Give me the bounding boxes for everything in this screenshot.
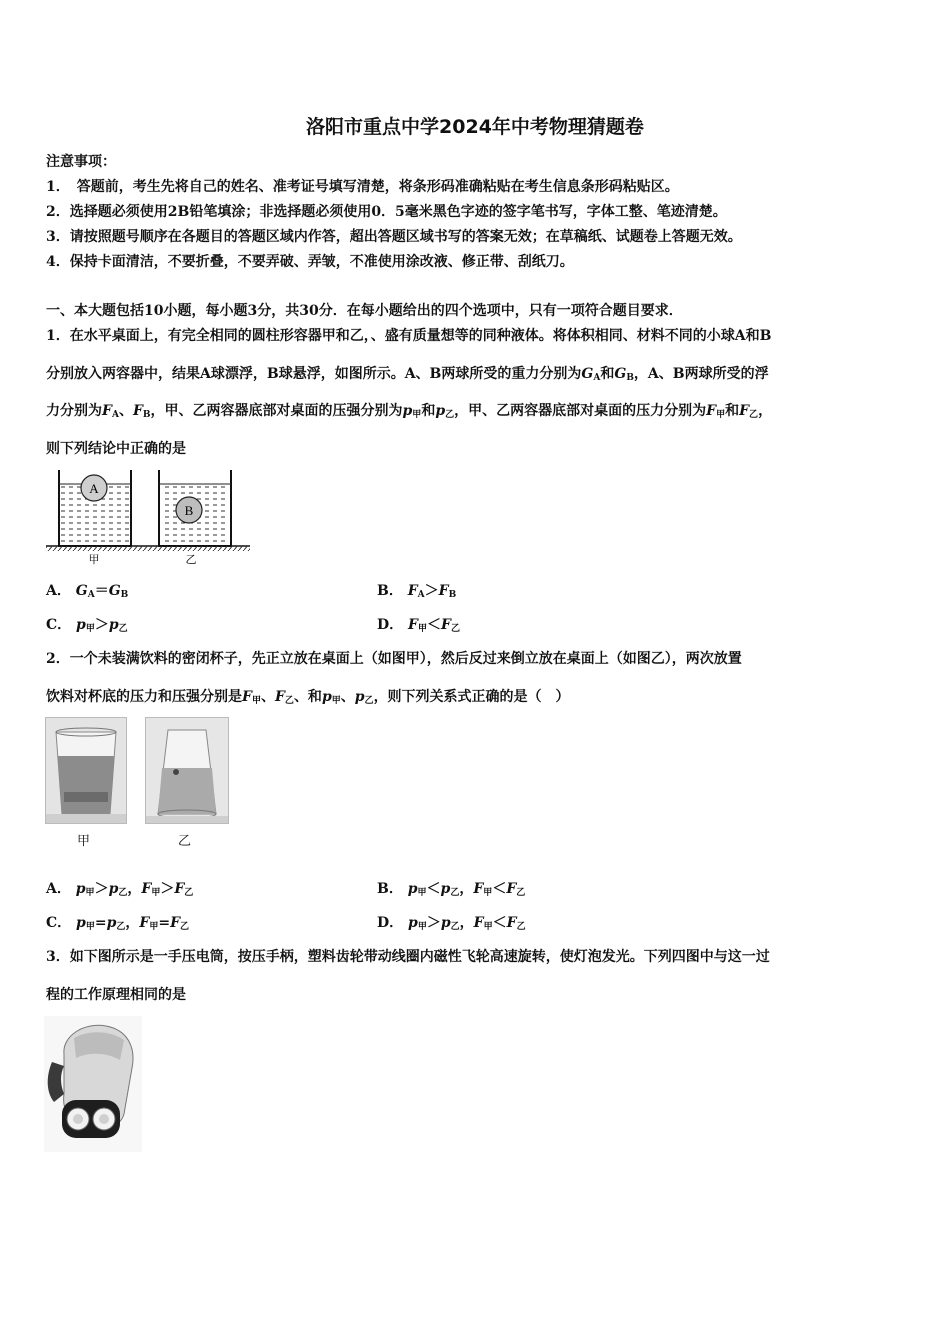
q1-line-4: 则下列结论中正确的是: [46, 441, 186, 457]
notice-item-1: 1． 答题前，考生先将自己的姓名、准考证号填写清楚，将条形码准确粘贴在考生信息条形码粘贴区。: [46, 179, 679, 195]
q2-option-a[interactable]: A． $p_甲>p_乙$，$F_甲>F_乙$: [46, 881, 194, 898]
q1-line-1: 1．在水平桌面上，有完全相同的圆柱形容器甲和乙，、盛有质量想等的同种液体。将体积相同、材料不同的小球A和B: [46, 328, 772, 344]
ball-a-label: A: [89, 481, 99, 496]
q2-cup-upright-photo: [45, 717, 127, 824]
notice-item-3: 3．请按照题号顺序在各题目的答题区域内作答，超出答题区域书写的答案无效；在草稿纸、试题卷上答题无效。: [46, 229, 742, 245]
q1-option-c[interactable]: C． $p_甲>p_乙$: [46, 617, 128, 634]
q1-option-b[interactable]: B． $F_A>F_B$: [377, 583, 457, 600]
q3-line-1: 3．如下图所示是一手压电筒，按压手柄，塑料齿轮带动线圈内磁性飞轮高速旋转，使灯泡发光。下列四图中与这一过: [46, 949, 770, 965]
label-jia: 甲: [88, 553, 100, 566]
ball-b-label: B: [184, 503, 194, 518]
q2-line-2: 饮料对杯底的压力和压强分别是$F_甲$、$F_乙$、和$p_甲$、$p_乙$，则下列关系式正确的是（ ）: [46, 689, 570, 706]
q2-label-jia: 甲: [77, 834, 91, 849]
label-yi: 乙: [185, 553, 197, 566]
q2-cup-inverted-photo: [145, 717, 229, 824]
q1-containers-figure: [44, 466, 254, 568]
q1-line-2: 分别放入两容器中，结果A球漂浮，B球悬浮，如图所示。A、B两球所受的重力分别为$G_A$和$G_B$，A、B两球所受的浮: [46, 366, 769, 383]
page-title: 洛阳市重点中学2024年中考物理猜题卷: [306, 116, 644, 138]
notice-heading: 注意事项：: [46, 154, 116, 170]
table-hatch: [46, 546, 250, 551]
q2-option-c[interactable]: C． $p_甲=p_乙$，$F_甲=F_乙$: [46, 915, 190, 932]
ball-b: [176, 497, 202, 523]
notice-item-2: 2．选择题必须使用2B铅笔填涂；非选择题必须使用0．5毫米黑色字迹的签字笔书写，字体工整、笔迹清楚。: [46, 204, 727, 220]
section-heading: 一、本大题包括10小题，每小题3分，共30分．在每小题给出的四个选项中，只有一项符合题目要求．: [46, 303, 683, 319]
notice-item-4: 4．保持卡面清洁，不要折叠，不要弄破、弄皱，不准使用涂改液、修正带、刮纸刀。: [46, 254, 574, 270]
q2-option-d[interactable]: D． $p_甲>p_乙$，$F_甲<F_乙$: [377, 915, 526, 932]
q1-option-a[interactable]: A． $G_A=G_B$: [46, 583, 129, 600]
q1-line-3: 力分别为$F_A$、$F_B$，甲、乙两容器底部对桌面的压强分别为$p_甲$和$p_乙$，甲、乙两容器底部对桌面的压力分别为$F_甲$和$F_乙$，: [46, 403, 773, 420]
q2-label-yi: 乙: [178, 834, 192, 849]
q1-option-d[interactable]: D． $F_甲<F_乙$: [377, 617, 460, 634]
q2-line-1: 2．一个未装满饮料的密闭杯子，先正立放在桌面上（如图甲），然后反过来倒立放在桌面上（如图乙），两次放置: [46, 651, 742, 667]
q3-hand-flashlight-photo: [44, 1016, 142, 1152]
q2-option-b[interactable]: B． $p_甲<p_乙$，$F_甲<F_乙$: [377, 881, 526, 898]
ball-a: [81, 475, 107, 501]
q3-line-2: 程的工作原理相同的是: [46, 987, 186, 1003]
